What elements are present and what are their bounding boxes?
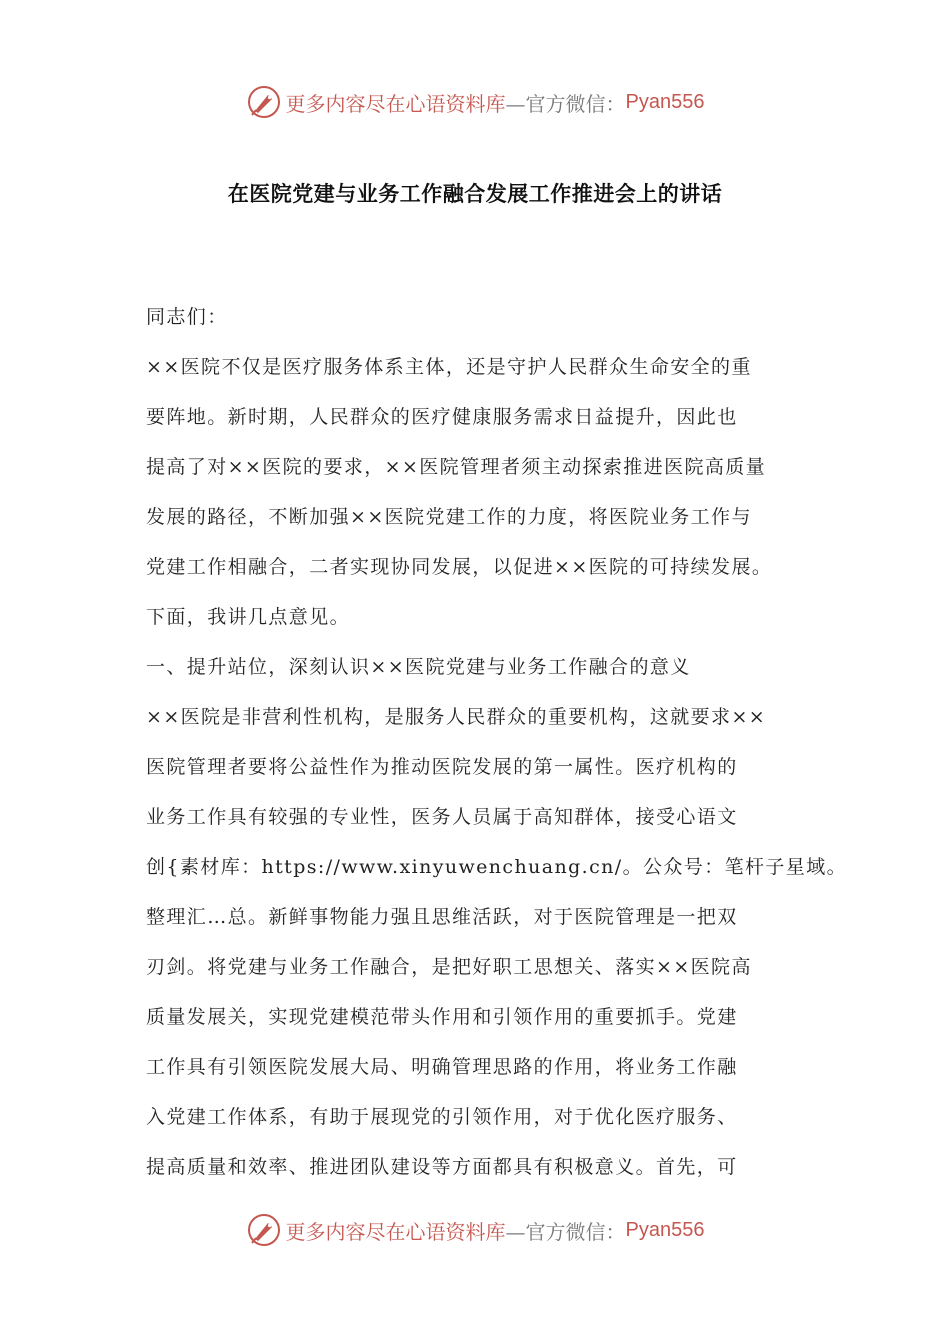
body-line: 党建工作相融合，二者实现协同发展，以促进××医院的可持续发展。 xyxy=(146,556,773,578)
body-line: 发展的路径，不断加强××医院党建工作的力度，将医院业务工作与 xyxy=(146,506,752,528)
body-line: 医院管理者要将公益性作为推动医院发展的第一属性。医疗机构的 xyxy=(146,756,738,778)
body-line: 要阵地。新时期，人民群众的医疗健康服务需求日益提升，因此也 xyxy=(146,406,738,428)
body-line: 整理汇…总。新鲜事物能力强且思维活跃，对于医院管理是一把双 xyxy=(146,906,738,928)
header-watermark-banner xyxy=(0,80,950,124)
pen-nib-circle-icon xyxy=(246,84,282,120)
body-line: 入党建工作体系，有助于展现党的引领作用，对于优化医疗服务、 xyxy=(146,1106,738,1128)
banner-brand-text: 更多内容尽在心语资料库 xyxy=(285,91,506,116)
footer-watermark-banner xyxy=(0,1208,950,1252)
body-line: 下面，我讲几点意见。 xyxy=(146,606,351,628)
document-title: 在医院党建与业务工作融合发展工作推进会上的讲话 xyxy=(227,182,723,206)
section-heading: 一、提升站位，深刻认识××医院党建与业务工作融合的意义 xyxy=(146,656,691,678)
body-line: 创{素材库：https://www.xinyuwenchuang.cn/。公众号：笔杆子星域。 xyxy=(146,856,847,878)
body-line: 提高质量和效率、推进团队建设等方面都具有积极意义。首先，可 xyxy=(146,1156,738,1178)
banner-wechat-id: Pyan556 xyxy=(625,1218,705,1241)
pen-nib-circle-icon xyxy=(246,1212,282,1248)
body-line: 工作具有引领医院发展大局、明确管理思路的作用，将业务工作融 xyxy=(146,1056,738,1078)
body-line: 质量发展关，实现党建模范带头作用和引领作用的重要抓手。党建 xyxy=(146,1006,738,1028)
banner-wechat-label: —官方微信： xyxy=(505,1219,626,1244)
banner-wechat-label: —官方微信： xyxy=(505,91,626,116)
banner-wechat-id: Pyan556 xyxy=(625,90,705,113)
body-line: ××医院不仅是医疗服务体系主体，还是守护人民群众生命安全的重 xyxy=(146,356,752,378)
body-line: 业务工作具有较强的专业性，医务人员属于高知群体，接受心语文 xyxy=(146,806,738,828)
body-line: 提高了对××医院的要求，××医院管理者须主动探索推进医院高质量 xyxy=(146,456,767,478)
banner-brand-text: 更多内容尽在心语资料库 xyxy=(285,1219,506,1244)
body-line: 同志们： xyxy=(146,306,228,328)
body-line: 刃剑。将党建与业务工作融合，是把好职工思想关、落实××医院高 xyxy=(146,956,752,978)
document-body xyxy=(146,292,847,1192)
body-line: ××医院是非营利性机构，是服务人民群众的重要机构，这就要求×× xyxy=(146,706,767,728)
